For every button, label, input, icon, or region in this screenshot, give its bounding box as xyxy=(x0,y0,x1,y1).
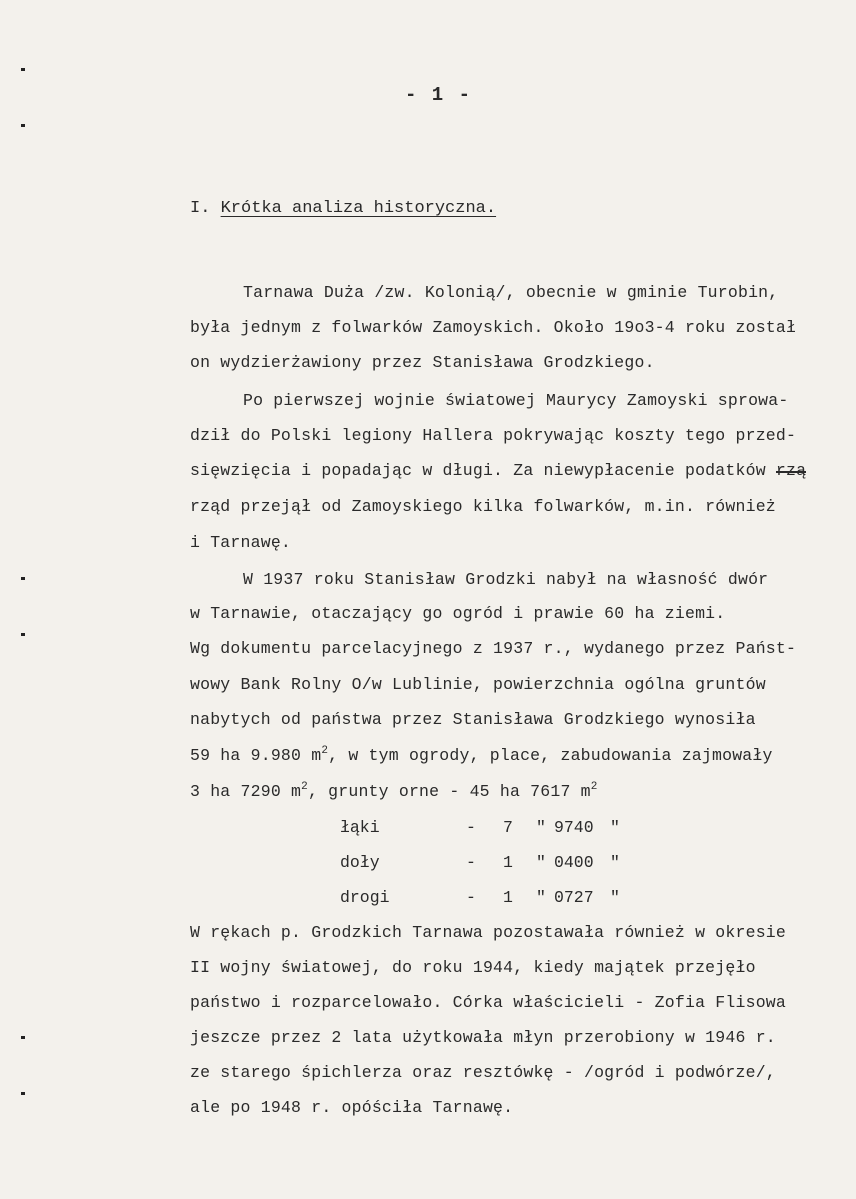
area-value: 59 ha 9.980 m xyxy=(190,746,322,765)
ditto-mark: " xyxy=(536,818,546,837)
margin-mark xyxy=(21,124,25,127)
text-line: Wg dokumentu parcelacyjnego z 1937 r., wydanego przez Państ- xyxy=(190,639,797,658)
page-number: - 1 - xyxy=(405,84,473,106)
land-label: łąki xyxy=(340,818,380,837)
dash: - xyxy=(466,888,476,907)
text-line: on wydzierżawiony przez Stanisława Grodzkiego. xyxy=(190,353,655,372)
ditto-mark: " xyxy=(610,888,620,907)
ditto-mark: " xyxy=(536,853,546,872)
hectares: 1 xyxy=(503,853,513,872)
margin-mark xyxy=(21,1092,25,1095)
area-line xyxy=(190,781,598,801)
text-line: ze starego śpichlerza oraz resztówkę - /ogród i podwórze/, xyxy=(190,1063,776,1082)
ditto-mark: " xyxy=(610,853,620,872)
text-line: nabytych od państwa przez Stanisława Grodzkiego wynosiła xyxy=(190,710,756,729)
superscript: 2 xyxy=(321,745,329,757)
text-line: dził do Polski legiony Hallera pokrywając koszty tego przed- xyxy=(190,426,797,445)
text-line: ale po 1948 r. opóściła Tarnawę. xyxy=(190,1098,514,1117)
area-value: 3 ha 7290 m xyxy=(190,782,302,801)
area-value: 9740 xyxy=(554,818,594,837)
text-line: rząd przejął od Zamoyskiego kilka folwarków, m.in. również xyxy=(190,497,776,516)
area-value: 0727 xyxy=(554,888,594,907)
margin-mark xyxy=(21,577,25,580)
text-line-content: sięwzięcia i popadając w długi. Za niewypłacenie podatków xyxy=(190,461,766,480)
text-line: i Tarnawę. xyxy=(190,533,292,552)
text-line: była jednym z folwarków Zamoyskich. Około 19o3-4 roku został xyxy=(190,318,797,337)
ditto-mark: " xyxy=(610,818,620,837)
hectares: 1 xyxy=(503,888,513,907)
text-line: W 1937 roku Stanisław Grodzki nabył na własność dwór xyxy=(243,570,769,589)
area-value: 0400 xyxy=(554,853,594,872)
text-line: jeszcze przez 2 lata użytkowała młyn przerobiony w 1946 r. xyxy=(190,1028,776,1047)
ditto-mark: " xyxy=(536,888,546,907)
margin-mark xyxy=(21,633,25,636)
text-line: II wojny światowej, do roku 1944, kiedy majątek przejęło xyxy=(190,958,756,977)
text-line: Tarnawa Duża /zw. Kolonią/, obecnie w gminie Turobin, xyxy=(243,283,779,302)
section-numeral: I. xyxy=(190,199,211,218)
area-text: , w tym ogrody, place, zabudowania zajmowały xyxy=(328,746,773,765)
text-line xyxy=(190,461,806,480)
section-heading xyxy=(190,199,496,218)
area-line xyxy=(190,745,773,765)
text-line: w Tarnawie, otaczający go ogród i prawie 60 ha ziemi. xyxy=(190,604,726,623)
section-title: Krótka analiza historyczna. xyxy=(220,199,497,218)
land-label: drogi xyxy=(340,888,390,907)
margin-mark xyxy=(21,1036,25,1039)
text-line: wowy Bank Rolny O/w Lublinie, powierzchnia ogólna gruntów xyxy=(190,675,766,694)
text-line: W rękach p. Grodzkich Tarnawa pozostawała również w okresie xyxy=(190,923,786,942)
text-line: państwo i rozparcelowało. Córka właścicieli - Zofia Flisowa xyxy=(190,993,786,1012)
hectares: 7 xyxy=(503,818,513,837)
land-label: doły xyxy=(340,853,380,872)
dash: - xyxy=(466,853,476,872)
superscript: 2 xyxy=(590,781,598,793)
area-text: , grunty orne - 45 ha 7617 m xyxy=(307,782,591,801)
superscript: 2 xyxy=(301,781,308,793)
dash: - xyxy=(466,818,476,837)
struck-text: rzą xyxy=(775,461,807,480)
margin-mark xyxy=(21,68,25,71)
text-line: Po pierwszej wojnie światowej Maurycy Zamoyski sprowa- xyxy=(243,391,789,410)
